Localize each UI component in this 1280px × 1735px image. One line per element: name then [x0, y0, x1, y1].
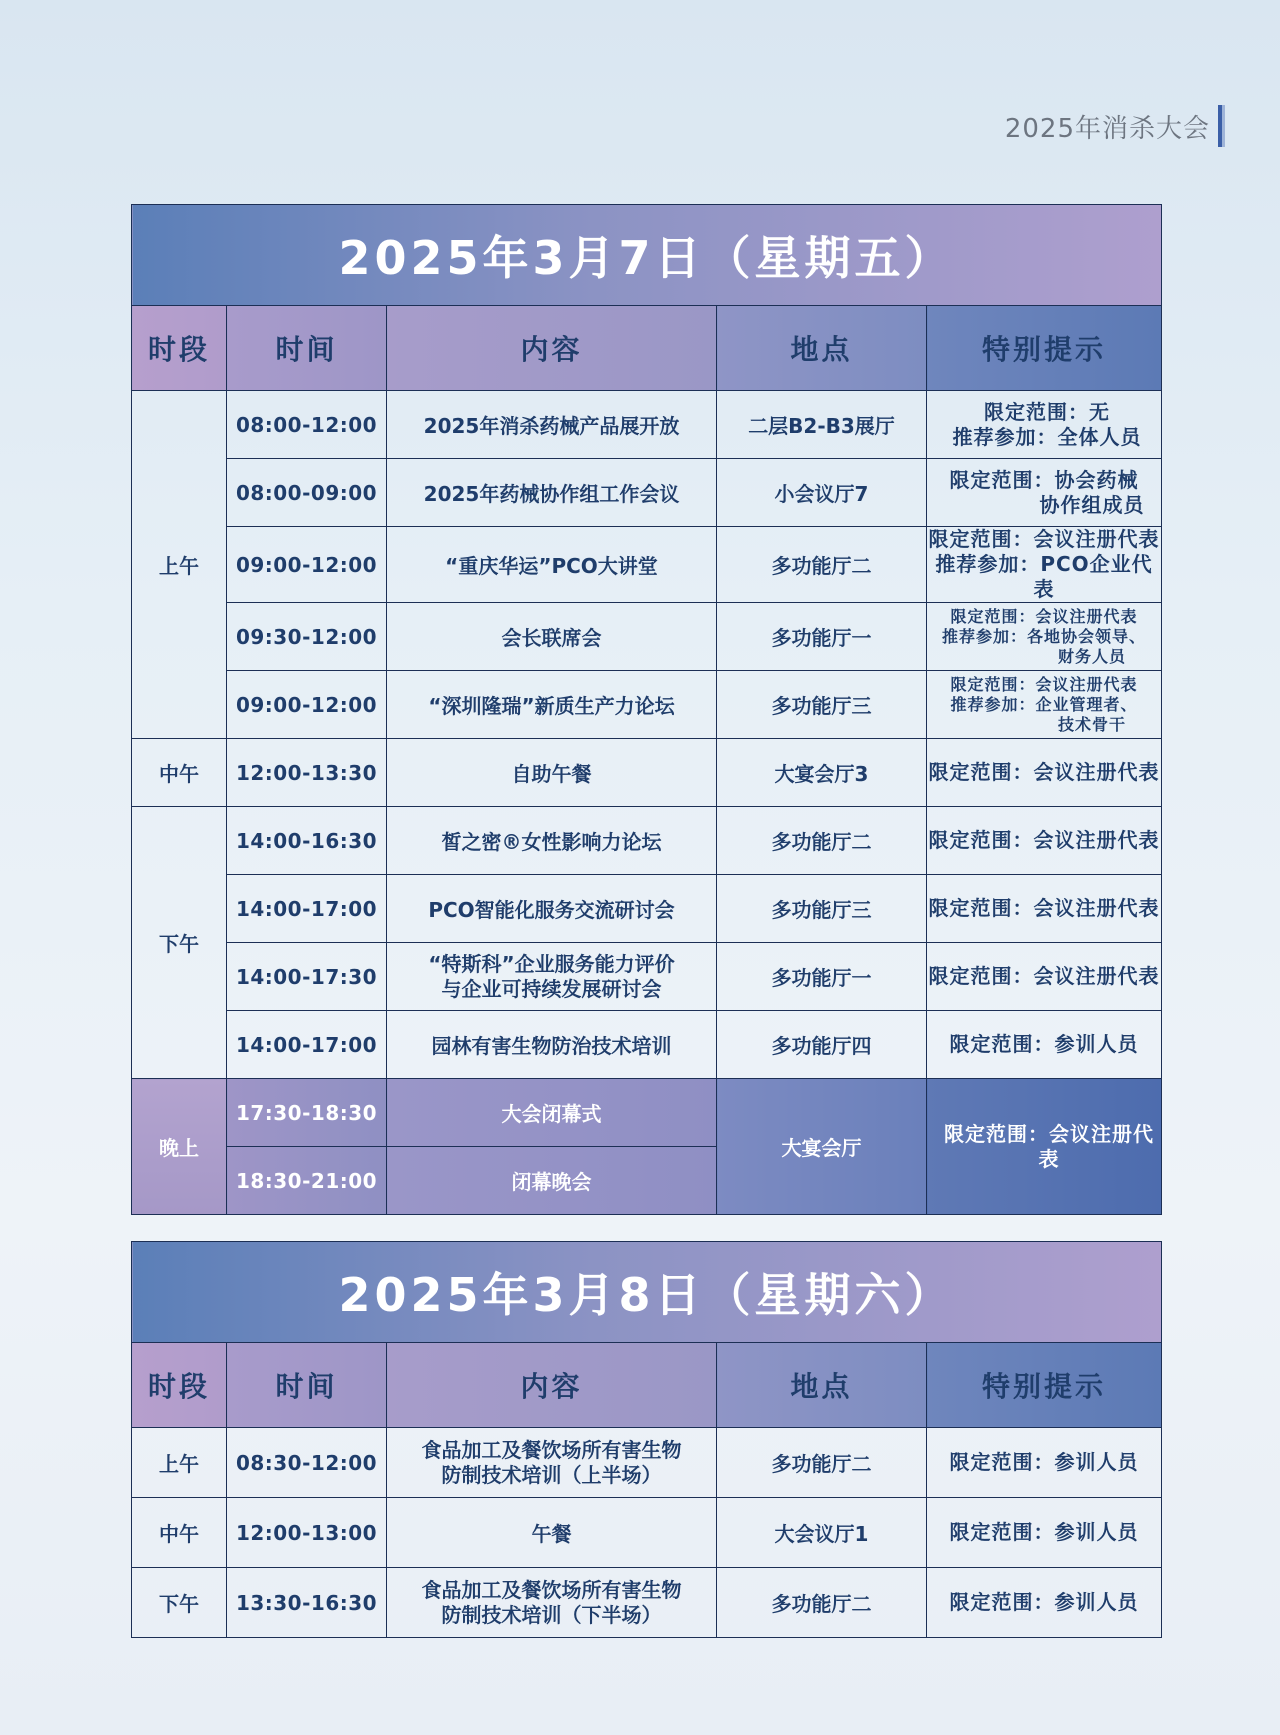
row-time: 14:00-17:30 [227, 943, 387, 1011]
row-content: “深圳隆瑞”新质生产力论坛 [387, 671, 717, 739]
row-content: 大会闭幕式 [387, 1079, 717, 1147]
row-content: 2025年药械协作组工作会议 [387, 459, 717, 527]
row-note [927, 391, 1162, 459]
row-location: 多功能厅二 [717, 1568, 927, 1638]
row-time: 14:00-16:30 [227, 807, 387, 875]
row-time: 14:00-17:00 [227, 1011, 387, 1079]
header-segment: 时段 [132, 1343, 227, 1428]
brand-accent-bar [1218, 105, 1222, 147]
note-line: 财务人员 [1058, 646, 1127, 666]
row-location: 大宴会厅3 [717, 739, 927, 807]
content-line: 食品加工及餐饮场所有害生物 [421, 1437, 682, 1462]
day2-title: 2025年3月8日（星期六） [132, 1242, 1162, 1343]
row-content: 2025年消杀药械产品展开放 [387, 391, 717, 459]
row-content [387, 1428, 717, 1498]
note-line: 限定范围：会议注册代表 [950, 674, 1138, 694]
note-line: 限定范围：协会药械 [949, 467, 1139, 492]
table-row [132, 1498, 1162, 1568]
header-note: 特别提示 [927, 1343, 1162, 1428]
header-location: 地点 [717, 306, 927, 391]
table-row [132, 807, 1162, 875]
header-time: 时间 [227, 1343, 387, 1428]
note-line: 推荐参加：全体人员 [952, 424, 1142, 449]
row-note: 限定范围：会议注册代表 [927, 1079, 1162, 1215]
day1-title: 2025年3月7日（星期五） [132, 205, 1162, 306]
row-location: 多功能厅一 [717, 943, 927, 1011]
row-time: 14:00-17:00 [227, 875, 387, 943]
row-time: 09:00-12:00 [227, 527, 387, 603]
row-time: 12:00-13:00 [227, 1498, 387, 1568]
table-row [132, 391, 1162, 459]
header-location: 地点 [717, 1343, 927, 1428]
content-line: 与企业可持续发展研讨会 [441, 976, 662, 1001]
row-time: 08:30-12:00 [227, 1428, 387, 1498]
segment-evening: 晚上 [132, 1079, 227, 1215]
row-location: 大会议厅1 [717, 1498, 927, 1568]
segment-morning: 上午 [132, 391, 227, 739]
note-line: 推荐参加：企业管理者、 [950, 694, 1138, 714]
header-content: 内容 [387, 1343, 717, 1428]
row-time: 09:00-12:00 [227, 671, 387, 739]
row-location: 多功能厅一 [717, 603, 927, 671]
segment-noon: 中午 [132, 739, 227, 807]
row-time: 08:00-09:00 [227, 459, 387, 527]
row-content: 皙之密®女性影响力论坛 [387, 807, 717, 875]
note-line: 技术骨干 [1058, 714, 1127, 734]
note-line: 推荐参加：各地协会领导、 [942, 626, 1147, 646]
table-row [132, 671, 1162, 739]
row-segment: 上午 [132, 1428, 227, 1498]
row-content: PCO智能化服务交流研讨会 [387, 875, 717, 943]
row-location: 多功能厅二 [717, 527, 927, 603]
row-content: 闭幕晚会 [387, 1147, 717, 1215]
row-content: 园林有害生物防治技术培训 [387, 1011, 717, 1079]
row-note [927, 603, 1162, 671]
table-row [132, 943, 1162, 1011]
header-note: 特别提示 [927, 306, 1162, 391]
content-line: 防制技术培训（上半场） [441, 1462, 662, 1487]
row-time: 17:30-18:30 [227, 1079, 387, 1147]
row-note: 限定范围：参训人员 [927, 1428, 1162, 1498]
row-note: 限定范围：会议注册代表 [927, 739, 1162, 807]
row-note: 限定范围：会议注册代表 [927, 943, 1162, 1011]
row-content: 午餐 [387, 1498, 717, 1568]
row-location: 二层B2-B3展厅 [717, 391, 927, 459]
row-time: 13:30-16:30 [227, 1568, 387, 1638]
table-row [132, 1011, 1162, 1079]
note-line: 限定范围：会议注册代表 [950, 606, 1138, 626]
row-location: 大宴会厅 [717, 1079, 927, 1215]
row-location: 多功能厅二 [717, 807, 927, 875]
row-note: 限定范围：会议注册代表 [927, 875, 1162, 943]
row-note [927, 671, 1162, 739]
content-line: “特斯科”企业服务能力评价 [428, 951, 675, 976]
row-content: 自助午餐 [387, 739, 717, 807]
note-line: 协作组成员 [1039, 492, 1145, 517]
row-location: 多功能厅二 [717, 1428, 927, 1498]
row-time: 08:00-12:00 [227, 391, 387, 459]
note-line: 限定范围：会议注册代表 [928, 527, 1160, 551]
row-content [387, 943, 717, 1011]
row-note: 限定范围：参训人员 [927, 1498, 1162, 1568]
row-time: 09:30-12:00 [227, 603, 387, 671]
table-row [132, 527, 1162, 603]
row-location: 多功能厅三 [717, 671, 927, 739]
row-note [927, 459, 1162, 527]
header-content: 内容 [387, 306, 717, 391]
row-content: 会长联席会 [387, 603, 717, 671]
table-row [132, 459, 1162, 527]
row-content: “重庆华运”PCO大讲堂 [387, 527, 717, 603]
header-time: 时间 [227, 306, 387, 391]
row-location: 多功能厅四 [717, 1011, 927, 1079]
content-line: 食品加工及餐饮场所有害生物 [421, 1577, 682, 1602]
table-row [132, 1079, 1162, 1147]
row-note: 限定范围：会议注册代表 [927, 807, 1162, 875]
table-row [132, 1428, 1162, 1498]
row-note [927, 527, 1162, 603]
row-segment: 中午 [132, 1498, 227, 1568]
table-row [132, 875, 1162, 943]
row-note: 限定范围：参训人员 [927, 1568, 1162, 1638]
schedule-table-day2 [131, 1241, 1162, 1638]
row-location: 多功能厅三 [717, 875, 927, 943]
table-row [132, 603, 1162, 671]
brand-header [1005, 105, 1222, 147]
table-row [132, 739, 1162, 807]
table-row [132, 1568, 1162, 1638]
row-content [387, 1568, 717, 1638]
note-line: 限定范围：无 [984, 399, 1110, 424]
row-time: 18:30-21:00 [227, 1147, 387, 1215]
segment-afternoon: 下午 [132, 807, 227, 1079]
note-line: 推荐参加：PCO企业代表 [935, 552, 1153, 601]
header-segment: 时段 [132, 306, 227, 391]
brand-text: 2025年消杀大会 [1004, 113, 1210, 144]
schedule-table-day1 [131, 204, 1162, 1215]
row-note: 限定范围：参训人员 [927, 1011, 1162, 1079]
row-time: 12:00-13:30 [227, 739, 387, 807]
row-location: 小会议厅7 [717, 459, 927, 527]
content-line: 防制技术培训（下半场） [441, 1602, 662, 1627]
row-segment: 下午 [132, 1568, 227, 1638]
